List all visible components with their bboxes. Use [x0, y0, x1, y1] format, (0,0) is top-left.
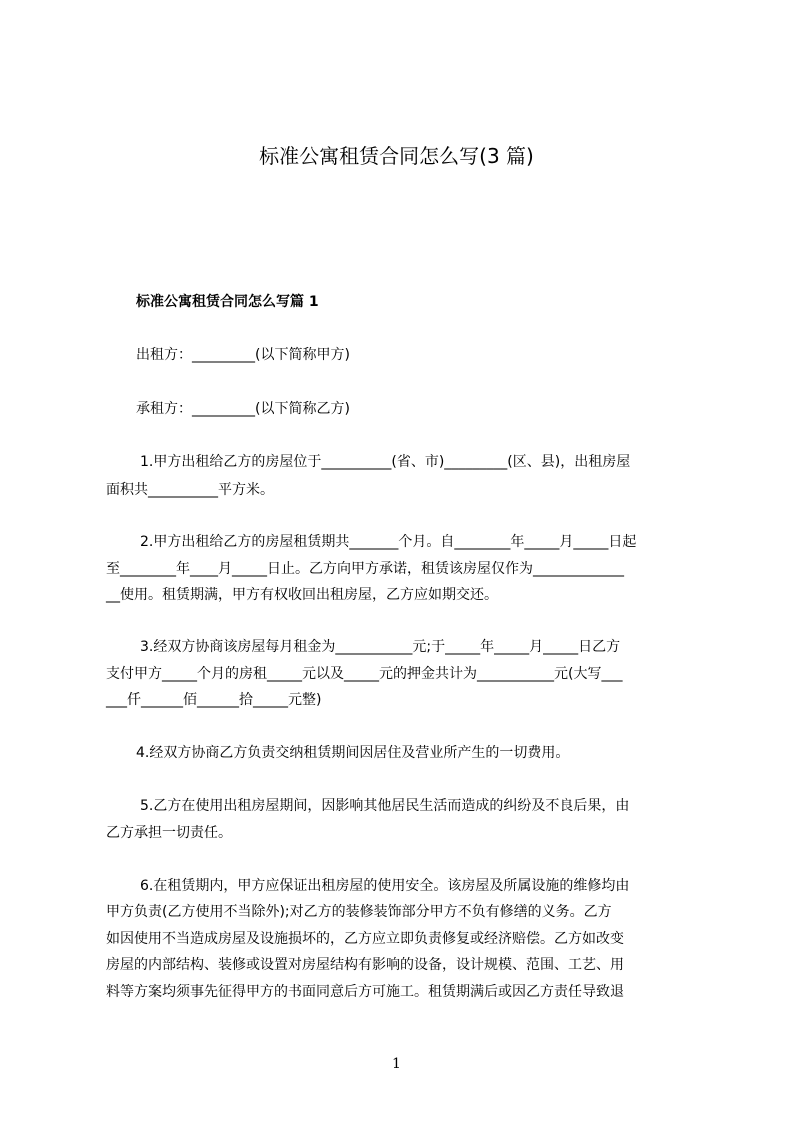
clause-2-line-3: __使用。租赁期满，甲方有权收回出租房屋，乙方应如期交还。	[106, 587, 498, 603]
lessor-line: 出租方：_________(以下简称甲方)	[136, 347, 350, 363]
page-number: 1	[392, 1056, 401, 1072]
document-title: 标准公寓租赁合同怎么写(3 篇)	[259, 144, 534, 168]
clause-1-line-2: 面积共__________平方米。	[106, 482, 274, 498]
clause-6-line-4: 房屋的内部结构、装修或设置对房屋结构有影响的设备，设计规模、范围、工艺、用	[106, 957, 624, 973]
clause-6-line-3: 如因使用不当造成房屋及设施损坏的，乙方应立即负责修复或经济赔偿。乙方如改变	[106, 931, 624, 947]
clause-5-line-2: 乙方承担一切责任。	[106, 825, 232, 841]
clause-2-line-1: 2.甲方出租给乙方的房屋租赁期共_______个月。自________年_____月_____日起	[140, 534, 637, 550]
section-heading: 标准公寓租赁合同怎么写篇 1	[136, 294, 319, 310]
clause-6-line-5: 料等方案均须事先征得甲方的书面同意后方可施工。租赁期满后或因乙方责任导致退	[106, 984, 624, 1000]
clause-6-line-1: 6.在租赁期内，甲方应保证出租房屋的使用安全。该房屋及所属设施的维修均由	[140, 878, 630, 894]
clause-1-line-1: 1.甲方出租给乙方的房屋位于__________(省、市)_________(区、县)，出租房屋	[140, 454, 631, 470]
clause-3-line-3: ___仟______佰______拾_____元整)	[106, 692, 322, 708]
clause-5-line-1: 5.乙方在使用出租房屋期间，因影响其他居民生活而造成的纠纷及不良后果，由	[140, 798, 630, 814]
lessee-line: 承租方：_________(以下简称乙方)	[136, 401, 350, 417]
clause-4-line-1: 4.经双方协商乙方负责交纳租赁期间因居住及营业所产生的一切费用。	[136, 745, 570, 761]
clause-3-line-1: 3.经双方协商该房屋每月租金为___________元;于_____年_____月_____日乙方	[140, 639, 621, 655]
clause-2-line-2: 至________年____月_____日止。乙方向甲方承诺，租赁该房屋仅作为_____________	[106, 561, 624, 577]
clause-6-line-2: 甲方负责(乙方使用不当除外);对乙方的装修装饰部分甲方不负有修缮的义务。乙方	[106, 904, 612, 920]
clause-3-line-2: 支付甲方_____个月的房租_____元以及_____元的押金共计为___________元(大写___	[106, 666, 623, 682]
